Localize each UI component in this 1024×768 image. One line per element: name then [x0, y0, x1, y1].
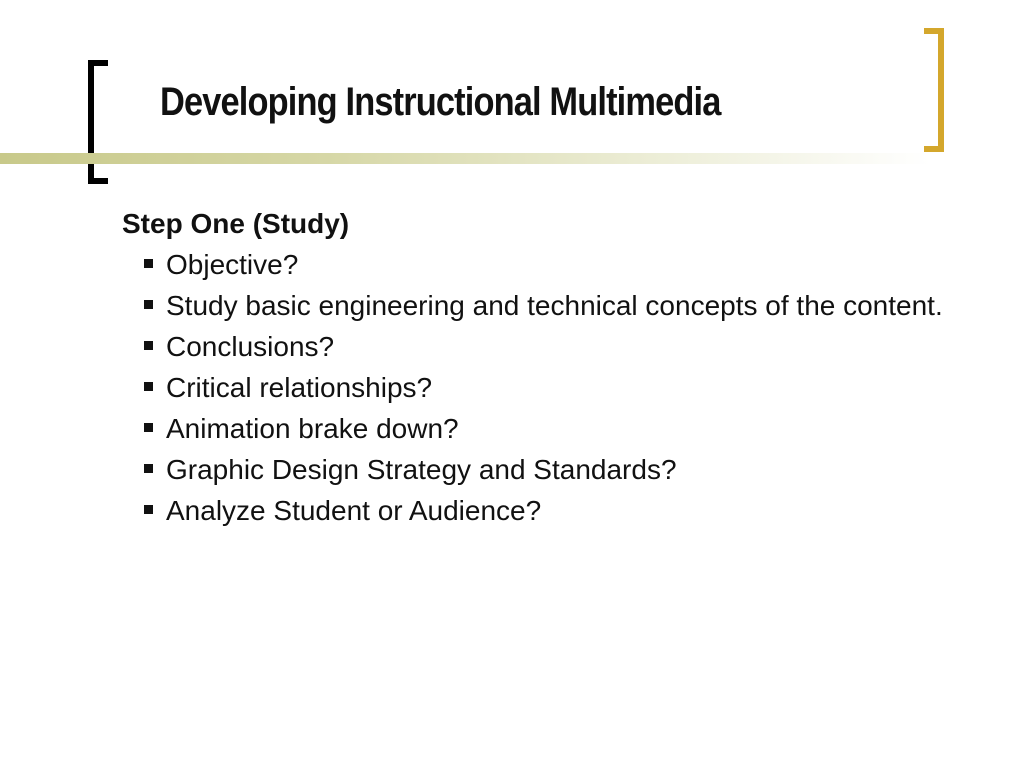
- bullet-text: Conclusions?: [166, 331, 335, 362]
- list-item: [122, 449, 952, 490]
- list-item: [122, 490, 952, 531]
- square-bullet-icon: [144, 505, 153, 514]
- list-item: [122, 326, 952, 367]
- title-underline-rule: [0, 153, 930, 164]
- square-bullet-icon: [144, 300, 153, 309]
- section-heading: Step One (Study): [122, 208, 350, 239]
- bullet-text: Study basic engineering and technical concepts of the content.: [166, 290, 943, 321]
- bullet-text: Graphic Design Strategy and Standards?: [166, 454, 677, 485]
- list-item: [122, 408, 952, 449]
- list-item: [122, 367, 952, 408]
- bullet-list: [122, 244, 952, 531]
- bullet-text: Analyze Student or Audience?: [166, 495, 542, 526]
- square-bullet-icon: [144, 341, 153, 350]
- slide-content: [122, 204, 952, 531]
- list-item: [122, 285, 952, 326]
- square-bullet-icon: [144, 423, 153, 432]
- square-bullet-icon: [144, 259, 153, 268]
- square-bullet-icon: [144, 464, 153, 473]
- square-bullet-icon: [144, 382, 153, 391]
- left-bracket-decoration: [88, 60, 108, 184]
- bullet-text: Critical relationships?: [166, 372, 433, 403]
- slide-title: Developing Instructional Multimedia: [160, 80, 721, 124]
- bullet-text: Objective?: [166, 249, 299, 280]
- list-item: [122, 244, 952, 285]
- bullet-text: Animation brake down?: [166, 413, 459, 444]
- right-bracket-decoration: [924, 28, 944, 152]
